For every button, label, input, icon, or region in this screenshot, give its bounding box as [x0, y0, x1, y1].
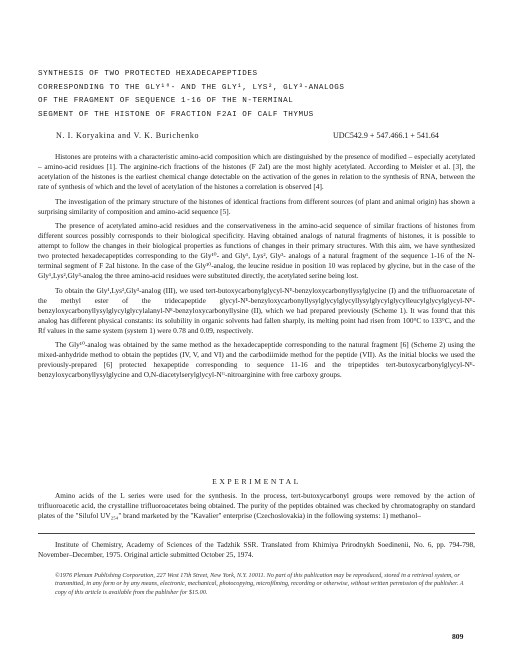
body-paragraph: To obtain the Gly¹,Lys²,Gly³-analog (III), we used tert-butoxycarbonylglycyl-Nᴱ-benzyloxycarbonyllysylglycine (I) and the trifluoroacetate of the methyl ester of the tridecapeptide glycyl-Nᴱ-benzyloxycarbonyllysylglycylglycyllysylglycylglycylleucylglycylglycyl-Nᴱ-benzyloxycarbonyllysylglycylglycylalanyl-Nᴱ-benzyloxycarbonyllysine (II), which we had prepared previously (Scheme 1). It was found that this analog has different physical constants: its solubility in organic solvents had fallen sharply, its melting point had risen from 100°C to 133°C, and the Rf values in the same system (system 1) were 0.78 and 0.09, respectively.	[38, 285, 475, 335]
body-paragraph: Histones are proteins with a characteristic amino-acid composition which are distinguished by the presence of modified – especially acetylated – amino-acid residues [1]. The arginine-rich fractions of the histones (F 2aI) are the most highly acetylated. According to Meisler et al. [3], the acetylation of the histones is the earliest chemical change detectable on the activation of the genes in relation to the synthesis of RNA, between the rate of synthesis of which and the level of acetylation of the histones a correlation is observed [4].	[38, 152, 475, 191]
affiliation-text: Institute of Chemistry, Academy of Sciences of the Tadzhik SSR. Translated from Khimiya Prirodnykh Soedinenii, No. 6, pp. 794-798, November–December, 1975. Original article submitted October 25, 1974.	[38, 540, 475, 559]
title-line: SYNTHESIS OF TWO PROTECTED HEXADECAPEPTIDES	[38, 70, 258, 78]
body-paragraph: The Gly¹⁰-analog was obtained by the same method as the hexadecapeptide corresponding to the natural fragment [6] (Scheme 2) using the mixed-anhydride method to obtain the peptides (IV, V, and VI) and the carbodiimide method for the peptide (VII). As the initial blocks we used the previously-prepared [6] protected hexapeptide corresponding to sequence 11-16 and the tripeptides tert-butoxycarbonylglycyl-Nᴱ-benzyloxycarbonyllysylglycine and O,N-diacetylserylglycyl-Nᴳ-nitroarginine with free carboxy groups.	[38, 340, 475, 380]
page-number: 809	[452, 632, 464, 641]
section-heading: EXPERIMENTAL	[212, 477, 301, 486]
experimental-paragraph: Amino acids of the L series were used for the synthesis. In the process, tert-butoxycarbonyl groups were removed by the action of trifluoroacetic acid, the crystalline trifluoroacetates being obtained. The purity of the peptides obtained was checked by chromatography on standard plates of the "Silufol UV₂₅₄" brand marketed by the "Kavalier" enterprise (Czechoslovakia) in the following systems: 1) methanol–	[38, 491, 475, 520]
body-paragraph: The investigation of the primary structure of the histones of identical fractions from different sources (of plant and animal origin) has shown a surprising similarity of composition and amino-acid sequence [5].	[38, 196, 475, 216]
experimental-section	[38, 491, 475, 521]
body-paragraph: The presence of acetylated amino-acid residues and the conservativeness in the amino-acid sequence of similar fractions of histones from different sources possibly corresponds to their biological specificity. Having obtained analogs of natural fragments of histones, it is possible to attempt to follow the changes in their biological properties as functions of changes in their primary structures. With this aim, we have synthesized two protected hexadecapeptides corresponding to the Gly¹⁰- and Gly¹, Lys², Gly³- analogs of a natural fragment of the sequence 1-16 of the N-terminal segment of F 2aI histone. In the case of the Gly¹⁰-analog, the leucine residue in position 10 was replaced by glycine, but in the case of the Gly¹,Lys²,Gly³-analog the three amino-acid residues were substituted directly, the acetylated serine being lost.	[38, 221, 475, 280]
article-body	[38, 152, 475, 385]
udc-classification: UDC542.9 + 547.466.1 + 541.64	[333, 131, 439, 140]
affiliation-footnote	[38, 540, 475, 560]
article-title	[38, 68, 478, 122]
title-line: SEGMENT OF THE HISTONE OF FRACTION F2AI OF CALF THYMUS	[38, 110, 314, 119]
footnote-divider	[38, 533, 475, 534]
authors: N. I. Koryakina and V. K. Burichenko	[56, 131, 200, 140]
copyright-notice: ©1976 Plenum Publishing Corporation, 227 West 17th Street, New York, N.Y. 10011. No part of this publication may be reproduced, stored in a retrieval system, or transmitted, in any form or by any means, electronic, mechanical, photocopying, microfilming, recording or otherwise, without written permission of the publisher. A copy of this article is available from the publisher for $15.00.	[55, 572, 464, 596]
title-line: OF THE FRAGMENT OF SEQUENCE 1-16 OF THE N-TERMINAL	[38, 97, 294, 106]
title-line: CORRESPONDING TO THE GLY¹⁰- AND THE GLY¹, LYS², GLY³-ANALOGS	[38, 83, 345, 92]
